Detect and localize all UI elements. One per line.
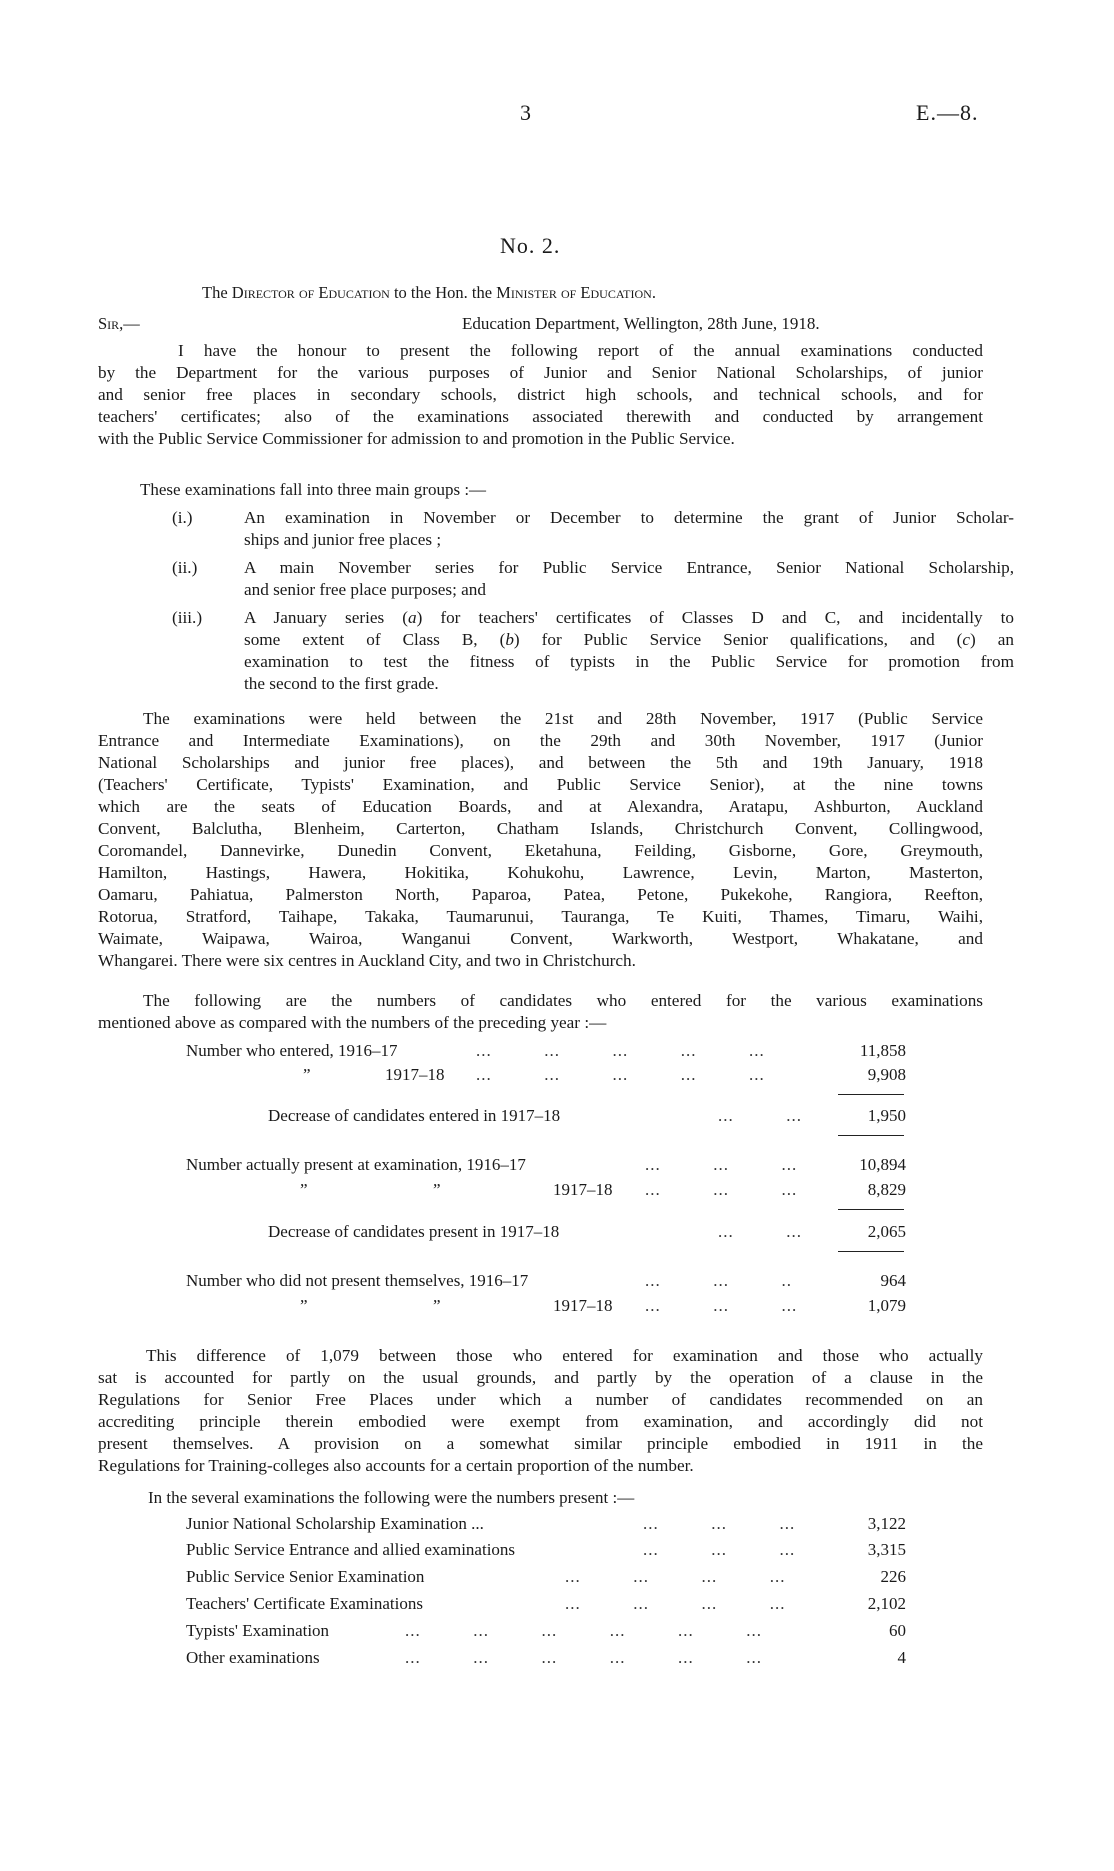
ditto-mark: ”	[433, 1180, 441, 1199]
sum-rule	[838, 1251, 904, 1252]
page-number: 3	[520, 100, 531, 125]
group-line: some extent of Class B, (b) for Public Service Senior qualifications, and (c) an	[244, 630, 1014, 649]
stat-value: 9,908	[867, 1065, 906, 1084]
exams-line: which are the seats of Education Boards, and at Alexandra, Aratapu, Ashburton, Auckland	[98, 797, 983, 816]
stat-value: 8,829	[867, 1180, 906, 1199]
stat-label: Number who did not present themselves, 1916–17	[186, 1271, 529, 1290]
exams-line: Hamilton, Hastings, Hawera, Hokitika, Kohukohu, Lawrence, Levin, Marton, Masterton,	[98, 863, 983, 882]
difference-line: Regulations for Training-colleges also accounts for a certain proportion of the number.	[98, 1456, 694, 1475]
intro-line: I have the honour to present the following report of the annual examinations conducted	[178, 341, 983, 360]
present-value: 60	[889, 1621, 906, 1640]
group-line: the second to the first grade.	[244, 674, 439, 693]
present-value: 3,315	[867, 1540, 906, 1559]
leader-dots: ... ... ... ...	[565, 1567, 786, 1586]
letter-subtitle	[202, 283, 656, 303]
group-number: (ii.)	[172, 558, 198, 577]
difference-line: sat is accounted for partly on the usual grounds, and partly by the operation of a clause in the	[98, 1368, 983, 1387]
sum-rule	[838, 1135, 904, 1136]
present-label: Public Service Senior Examination	[186, 1567, 425, 1586]
leader-dots: ... ... ...	[643, 1514, 796, 1533]
ditto-mark: ”	[433, 1296, 441, 1315]
present-label: Typists' Examination	[186, 1621, 330, 1640]
present-value: 226	[880, 1567, 906, 1586]
present-label: Public Service Entrance and allied examinations	[186, 1540, 516, 1559]
difference-line: Regulations for Senior Free Places under which a number of candidates recommended on an	[98, 1390, 983, 1409]
difference-line: present themselves. A provision on a somewhat similar principle embodied in 1911 in the	[98, 1434, 983, 1453]
stat-value: 10,894	[859, 1155, 906, 1174]
present-value: 3,122	[867, 1514, 906, 1533]
dateline: Education Department, Wellington, 28th June, 1918.	[462, 314, 820, 333]
stat-label: Number who entered, 1916–17	[186, 1041, 398, 1060]
present-value: 2,102	[867, 1594, 906, 1613]
present-label: Teachers' Certificate Examinations	[186, 1594, 423, 1613]
stat-value: 1,950	[867, 1106, 906, 1125]
exams-line: Rotorua, Stratford, Taihape, Takaka, Taumarunui, Tauranga, Te Kuiti, Thames, Timaru, Waihi,	[98, 907, 983, 926]
intro-paragraph	[98, 340, 983, 450]
document-reference: E.—8.	[916, 100, 979, 125]
difference-line: accrediting principle therein embodied were exempt from examination, and accordingly did not	[98, 1412, 983, 1431]
sum-rule	[838, 1094, 904, 1095]
stat-year: 1917–18	[553, 1296, 613, 1315]
intro-line: by the Department for the various purposes of Junior and Senior National Scholarships, of junior	[98, 363, 983, 382]
subtitle-to: Minister of Education.	[496, 283, 656, 302]
exams-line: Waimate, Waipawa, Wairoa, Wanganui Convent, Warkworth, Westport, Whakatane, and	[98, 929, 983, 948]
leader-dots: ... ... ...	[643, 1540, 796, 1559]
group-number: (i.)	[172, 508, 193, 527]
stat-label: Decrease of candidates present in 1917–18	[268, 1222, 560, 1241]
leader-dots: ... ... ...	[645, 1155, 798, 1174]
difference-paragraph	[98, 1345, 983, 1477]
exams-line: Coromandel, Dannevirke, Dunedin Convent, Eketahuna, Feilding, Gisborne, Gore, Greymouth,	[98, 841, 983, 860]
present-label: Other examinations	[186, 1648, 320, 1667]
subtitle-mid: to the Hon. the	[393, 283, 493, 302]
stat-value: 2,065	[867, 1222, 906, 1241]
subtitle-pre: The	[202, 283, 228, 302]
exams-line: National Scholarships and junior free places), and between the 5th and 19th January, 1918	[98, 753, 983, 772]
ditto-mark: ”	[303, 1065, 311, 1084]
stat-value: 964	[880, 1271, 906, 1290]
leader-dots: ... ... ... ... ...	[476, 1041, 765, 1060]
leader-dots: ... ... ... ...	[565, 1594, 786, 1613]
intro-line: with the Public Service Commissioner for admission to and promotion in the Public Service.	[98, 429, 735, 448]
group-line: and senior free place purposes; and	[244, 580, 486, 599]
document-title: No. 2.	[500, 233, 561, 258]
stat-value: 11,858	[859, 1041, 906, 1060]
group-line: examination to test the fitness of typists in the Public Service for promotion from	[244, 652, 1014, 671]
leader-dots: ... ... ..	[645, 1271, 792, 1290]
group-number: (iii.)	[172, 608, 203, 627]
ditto-mark: ”	[300, 1180, 308, 1199]
group-line: A main November series for Public Service Entrance, Senior National Scholarship,	[244, 558, 1014, 577]
group-line: ships and junior free places ;	[244, 530, 442, 549]
leader-dots: ... ...	[718, 1106, 802, 1125]
leader-dots: ... ... ...	[645, 1180, 798, 1199]
exams-line: Whangarei. There were six centres in Auckland City, and two in Christchurch.	[98, 951, 636, 970]
ditto-mark: ”	[300, 1296, 308, 1315]
stat-year: 1917–18	[385, 1065, 445, 1084]
group-line: A January series (a) for teachers' certificates of Classes D and C, and incidentally to	[244, 608, 1014, 627]
present-intro: In the several examinations the following were the numbers present :—	[148, 1488, 635, 1507]
intro-line: and senior free places in secondary schools, district high schools, and technical schools, and for	[98, 385, 983, 404]
stat-value: 1,079	[867, 1296, 906, 1315]
difference-line: This difference of 1,079 between those who entered for examination and those who actually	[146, 1346, 983, 1365]
leader-dots: ... ... ...	[645, 1296, 798, 1315]
leader-dots: ... ... ... ... ...	[476, 1065, 765, 1084]
leader-dots: ... ... ... ... ... ...	[405, 1648, 762, 1667]
salutation: Sir,—	[98, 314, 140, 333]
leader-dots: ... ...	[718, 1222, 802, 1241]
groups-intro: These examinations fall into three main groups :—	[140, 480, 487, 499]
sum-rule	[838, 1209, 904, 1210]
exams-held-paragraph	[98, 708, 983, 972]
numbers-intro-paragraph	[98, 990, 983, 1034]
exams-line: Oamaru, Pahiatua, Palmerston North, Paparoa, Patea, Petone, Pukekohe, Rangiora, Reefton,	[98, 885, 983, 904]
numbers-intro-line: mentioned above as compared with the numbers of the preceding year :—	[98, 1013, 607, 1032]
intro-line: teachers' certificates; also of the examinations associated therewith and conducted by arrangement	[98, 407, 983, 426]
exams-line: (Teachers' Certificate, Typists' Examination, and Public Service Senior), at the nine towns	[98, 775, 983, 794]
stat-label: Number actually present at examination, 1916–17	[186, 1155, 526, 1174]
stat-label: Decrease of candidates entered in 1917–18	[268, 1106, 561, 1125]
subtitle-from: Director of Education	[231, 283, 390, 302]
stat-year: 1917–18	[553, 1180, 613, 1199]
exams-line: The examinations were held between the 21st and 28th November, 1917 (Public Service	[143, 709, 983, 728]
numbers-intro-line: The following are the numbers of candidates who entered for the various examinations	[143, 991, 983, 1010]
present-label: Junior National Scholarship Examination ...	[186, 1514, 484, 1533]
exams-line: Convent, Balclutha, Blenheim, Carterton, Chatham Islands, Christchurch Convent, Collingwood,	[98, 819, 983, 838]
exams-line: Entrance and Intermediate Examinations), on the 29th and 30th November, 1917 (Junior	[98, 731, 983, 750]
present-value: 4	[897, 1648, 906, 1667]
leader-dots: ... ... ... ... ... ...	[405, 1621, 762, 1640]
group-line: An examination in November or December to determine the grant of Junior Scholar-	[244, 508, 1014, 527]
